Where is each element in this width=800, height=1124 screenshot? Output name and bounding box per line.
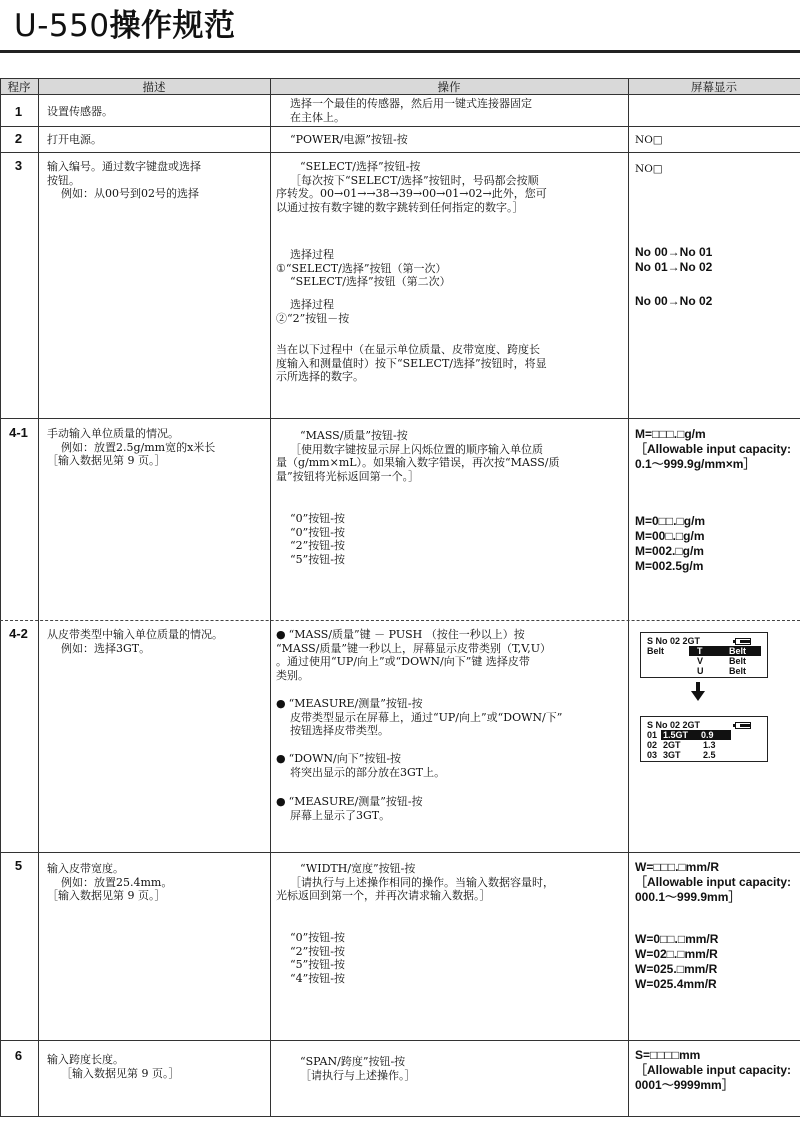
screen-display: NO□: [635, 134, 663, 146]
header-step: 程序: [7, 80, 31, 94]
step-description: 从皮带类型中输入单位质量的情况。 例如：选择3GT。: [47, 628, 223, 655]
step-number: 1: [14, 104, 23, 119]
screen-display-sequence: M=0□□.□g/m M=00□.□g/m M=002.□g/m M=002.5g/m: [635, 514, 706, 573]
header-desc: 描述: [142, 80, 166, 94]
lcd-selected-row: T Belt: [689, 646, 761, 656]
step-operation: “POWER/电源”按钮-按: [290, 133, 408, 146]
arrow-down-icon: [691, 691, 705, 701]
step-number: 5: [14, 858, 23, 873]
row-divider: [0, 418, 800, 419]
row-divider: [0, 152, 800, 153]
step-description: 打开电源。: [47, 133, 102, 146]
selection-process-2: 选择过程 ②“2”按钮－按: [276, 298, 350, 325]
step-operation-3: ● “DOWN/向下”按钮-按 将突出显示的部分放在3GT上。: [276, 752, 628, 779]
lcd-belt-category: S No 02 2GT Belt T Belt V Belt U Belt: [640, 632, 768, 678]
selection-note: 当在以下过程中（在显示单位质量、皮带宽度、跨度长 度输入和测量值时）按下“SELECT/选择”按钮时，将显 示所选择的数字。: [276, 343, 547, 383]
selection-process-1: 选择过程 ①“SELECT/选择”按钮（第一次） “SELECT/选择”按钮（第二次）: [276, 248, 451, 288]
screen-display: NO□: [635, 163, 663, 175]
battery-icon: [735, 638, 751, 645]
step-operation: 选择一个最佳的传感器，然后用一键式连接器固定 在主体上。: [290, 97, 532, 124]
header-screen: 屏幕显示: [691, 80, 737, 94]
title-suffix: 操作规范: [109, 8, 236, 44]
column-line: [270, 78, 271, 1117]
page-title: [14, 6, 236, 46]
step-operation: “WIDTH/宽度”按钮-按 ［请执行与上述操作相同的操作。当输入数据容量时， 光标返回到第一个，并再次请求输入数据。］: [276, 862, 554, 902]
step-operation: “SPAN/跨度”按钮-按 ［请执行与上述操作。］: [300, 1055, 416, 1082]
column-line: [38, 78, 39, 1117]
lcd-selected-row: 1.5GT 0.9: [661, 730, 731, 740]
step-number: 6: [14, 1048, 23, 1063]
screen-display-sequence: W=0□□.□mm/R W=02□.□mm/R W=025.□mm/R W=025.4mm/R: [635, 932, 719, 991]
model-name: U-550: [14, 8, 110, 44]
key-sequence: “0”按钮-按 “0”按钮-按 “2”按钮-按 “5”按钮-按: [290, 512, 345, 566]
step-description: 输入编号。通过数字键盘或选择 按钮。 例如：从00号到02号的选择: [47, 160, 201, 200]
row-divider: [0, 1116, 800, 1117]
title-rule: [0, 50, 800, 53]
step-number: 3: [14, 158, 23, 173]
step-description: 输入跨度长度。 ［输入数据见第 9 页。］: [47, 1053, 180, 1080]
screen-display: S=□□□□mm ［Allowable input capacity: 0001～9999mm］: [635, 1048, 792, 1092]
row-divider-dashed: [0, 620, 800, 621]
screen-display-sequence: No 00→No 01 No 01→No 02: [635, 245, 713, 274]
column-line: [628, 78, 629, 1117]
step-operation: ● “MASS/质量”键 － PUSH （按住一秒以上）按 “MASS/质量”键一秒以上，屏幕显示皮带类别（T,V,U） 。通过使用“UP/向上”或“DOWN/向下”键 选择皮带 类别。: [276, 628, 628, 682]
step-number: 4-1: [9, 425, 28, 440]
screen-display: M=□□□.□g/m ［Allowable input capacity: 0.1～999.9g/mm×m］: [635, 427, 792, 471]
step-description: 输入皮带宽度。 例如：放置25.4mm。 ［输入数据见第 9 页。］: [47, 862, 173, 902]
step-operation-2: ● “MEASURE/测量”按钮-按 皮带类型显示在屏幕上，通过“UP/向上”或“DOWN/下” 按钮选择皮带类型。: [276, 697, 628, 738]
step-description: 手动输入单位质量的情况。 例如：放置2.5g/mm宽的x米长 ［输入数据见第 9 页。］: [47, 427, 216, 467]
step-description: 设置传感器。: [47, 105, 113, 118]
key-sequence: “0”按钮-按 “2”按钮-按 “5”按钮-按 “4”按钮-按: [290, 931, 345, 985]
screen-display-sequence: No 00→No 02: [635, 294, 713, 308]
table-header: [0, 78, 800, 95]
step-number: 4-2: [9, 626, 28, 641]
row-divider: [0, 1040, 800, 1041]
step-operation: “SELECT/选择”按钮-按 ［每次按下“SELECT/选择”按钮时，号码都会按顺 序转发。00→01→→38→39→00→01→02→此外，您可 以通过按有数字键的数字跳转到任何指定的数字。］: [276, 160, 547, 214]
battery-icon: [735, 722, 751, 729]
row-divider: [0, 126, 800, 127]
step-operation: “MASS/质量”按钮-按 ［使用数字键按显示屏上闪烁位置的顺序输入单位质 量（g/mm×mL）。如果输入数字错误，再次按“MASS/质 量”按钮将光标返回第一个。］: [276, 429, 560, 483]
row-divider: [0, 852, 800, 853]
lcd-belt-type: S No 02 2GT 01 1.5GT 0.9 02 2GT 1.3 03 3GT 2.5: [640, 716, 768, 762]
step-number: 2: [14, 131, 23, 146]
step-operation-4: ● “MEASURE/测量”按钮-按 屏幕上显示了3GT。: [276, 795, 628, 822]
header-op: 操作: [437, 80, 461, 94]
column-line: [0, 78, 1, 1117]
screen-display: W=□□□.□mm/R ［Allowable input capacity: 000.1～999.9mm］: [635, 860, 792, 904]
